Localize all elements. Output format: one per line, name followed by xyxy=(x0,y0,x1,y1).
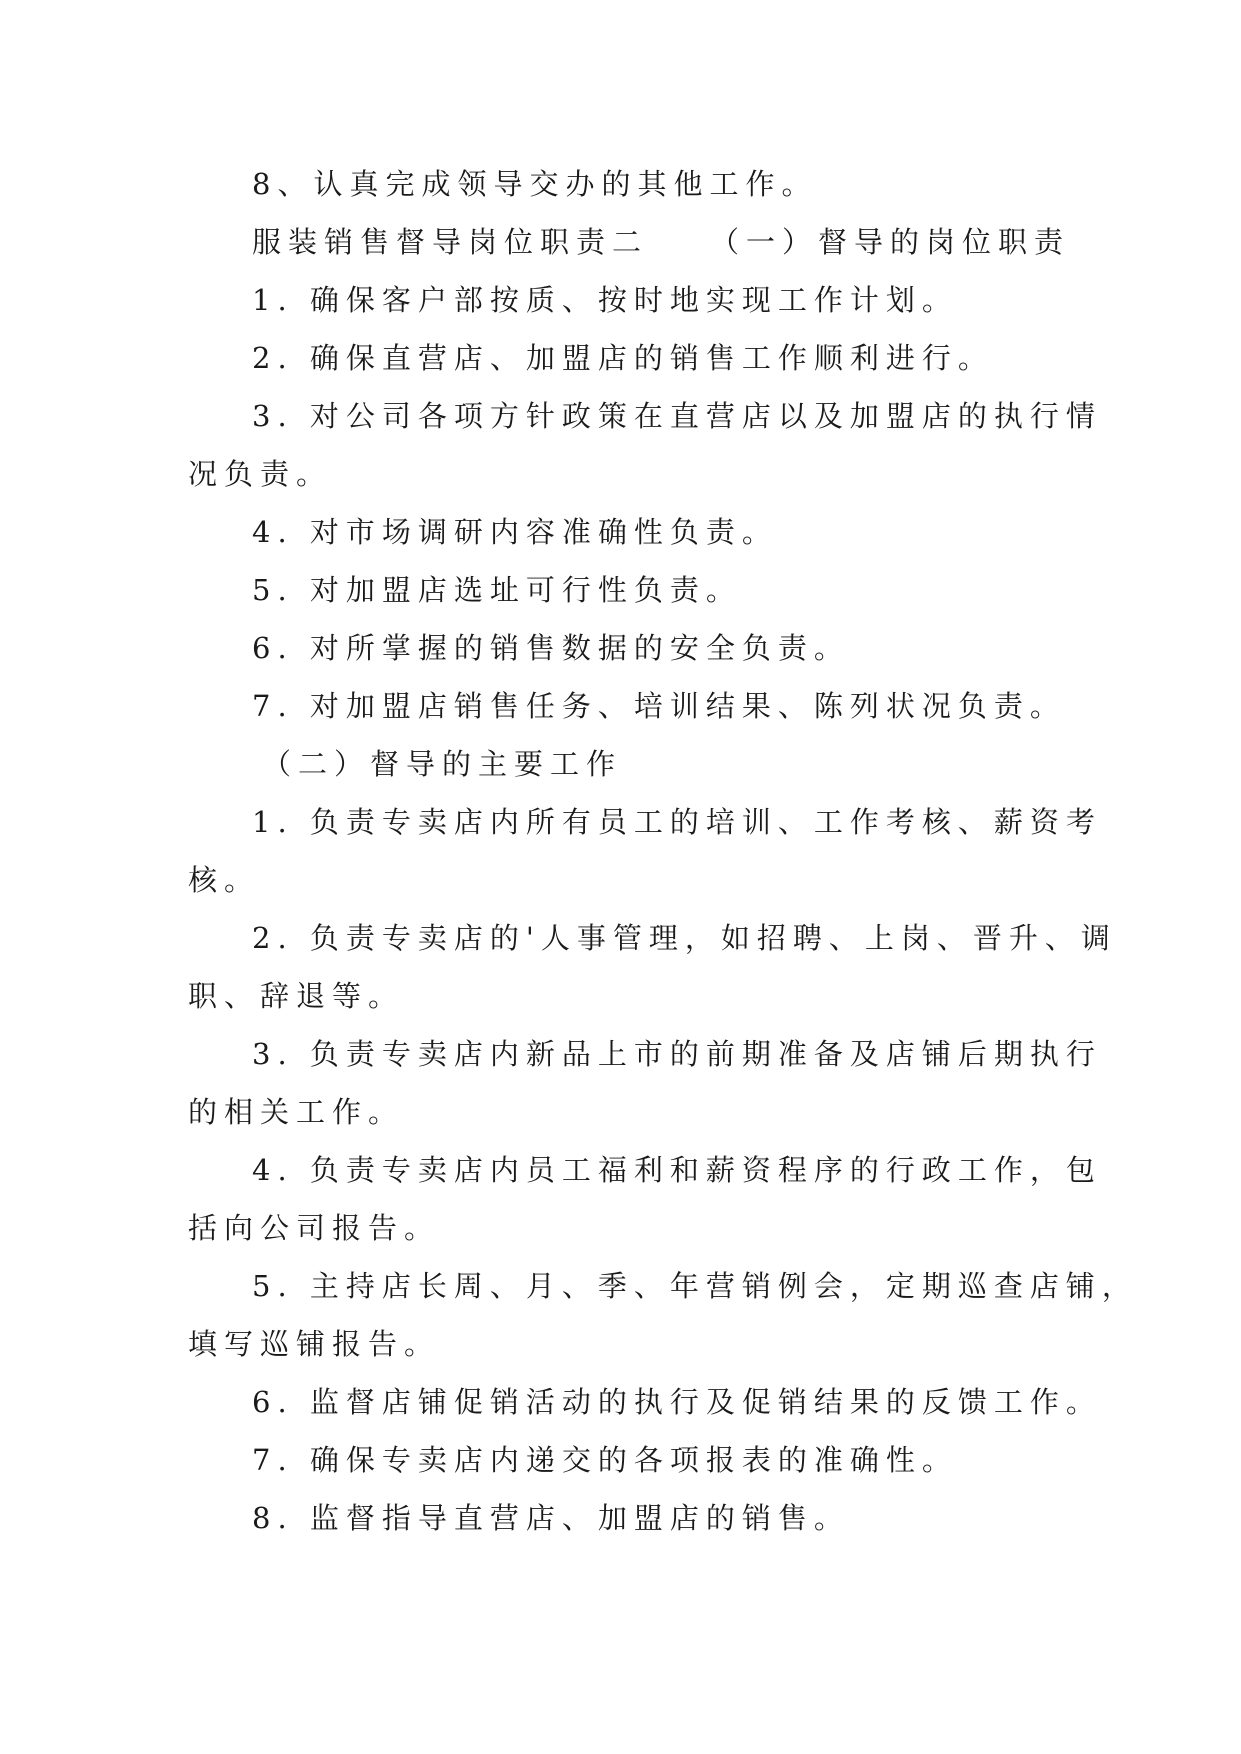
list-item: 2. 负责专卖店的'人事管理，如招聘、上岗、晋升、调 xyxy=(252,921,1117,955)
section-title: 服装销售督导岗位职责二 xyxy=(252,225,649,259)
list-item: 7. 确保专卖店内递交的各项报表的准确性。 xyxy=(252,1443,958,1477)
list-item-continuation: 职、辞退等。 xyxy=(188,979,405,1013)
list-item: 6. 监督店铺促销活动的执行及促销结果的反馈工作。 xyxy=(252,1385,1102,1419)
list-item: 6. 对所掌握的销售数据的安全负责。 xyxy=(252,631,850,665)
list-item: 7. 对加盟店销售任务、培训结果、陈列状况负责。 xyxy=(252,689,1066,723)
list-item-continuation: 况负责。 xyxy=(188,457,333,491)
paragraph-line: 8、认真完成领导交办的其他工作。 xyxy=(252,167,818,201)
subsection-title: （二）督导的主要工作 xyxy=(262,747,623,781)
list-item: 2. 确保直营店、加盟店的销售工作顺利进行。 xyxy=(252,341,994,375)
list-item: 8. 监督指导直营店、加盟店的销售。 xyxy=(252,1501,850,1535)
list-item: 3. 对公司各项方针政策在直营店以及加盟店的执行情 xyxy=(252,399,1102,433)
list-item-continuation: 括向公司报告。 xyxy=(188,1211,441,1245)
list-item-continuation: 的相关工作。 xyxy=(188,1095,405,1129)
subsection-title: （一）督导的岗位职责 xyxy=(710,225,1071,259)
list-item: 5. 主持店长周、月、季、年营销例会，定期巡查店铺， xyxy=(252,1269,1138,1303)
list-item: 1. 负责专卖店内所有员工的培训、工作考核、薪资考 xyxy=(252,805,1102,839)
list-item: 1. 确保客户部按质、按时地实现工作计划。 xyxy=(252,283,958,317)
list-item: 3. 负责专卖店内新品上市的前期准备及店铺后期执行 xyxy=(252,1037,1102,1071)
list-item: 4. 对市场调研内容准确性负责。 xyxy=(252,515,778,549)
list-item: 4. 负责专卖店内员工福利和薪资程序的行政工作，包 xyxy=(252,1153,1102,1187)
list-item-continuation: 核。 xyxy=(188,863,261,897)
list-item-continuation: 填写巡铺报告。 xyxy=(188,1327,441,1361)
section-heading-line xyxy=(252,222,1132,262)
list-item: 5. 对加盟店选址可行性负责。 xyxy=(252,573,742,607)
